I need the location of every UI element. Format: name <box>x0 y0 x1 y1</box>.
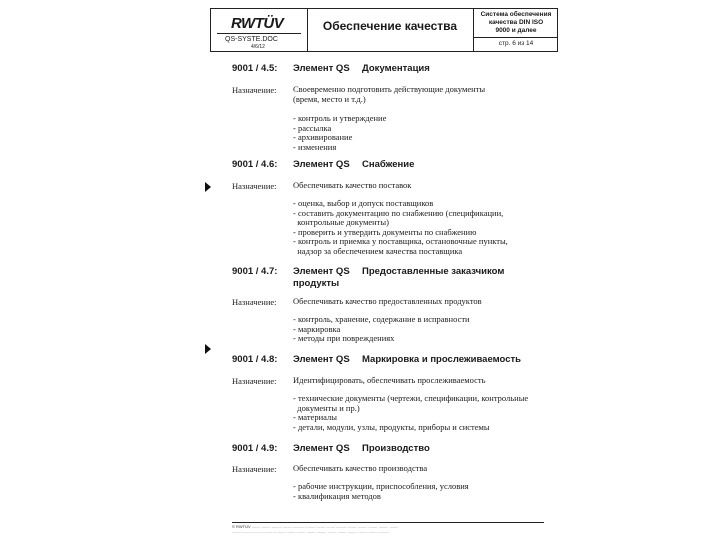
document-id: QS-SYSTE.DOC <box>225 36 278 43</box>
item-list <box>293 199 508 256</box>
section-title-continued: продукты <box>293 278 340 289</box>
header-system-cell <box>473 9 558 51</box>
purpose-text: Обеспечивать качество производства <box>293 463 428 473</box>
purpose-text: Идентифицировать, обеспечивать прослеживаемость <box>293 375 486 385</box>
purpose-label: Назначение: <box>232 464 277 474</box>
list-item: - методы при повреждениях <box>293 333 395 343</box>
section-element: Элемент QS <box>293 443 350 454</box>
list-item: документы и пр.) <box>293 402 360 413</box>
list-item: - маркировка <box>293 323 341 334</box>
list-item: - проверить и утвердить документы по снабжению <box>293 226 477 237</box>
purpose-label: Назначение: <box>232 297 277 307</box>
section-element: Элемент QS <box>293 63 350 74</box>
bullet-marker-icon <box>205 182 211 192</box>
list-item: - архивирование <box>293 132 353 142</box>
document-revision: 4/6/12 <box>251 44 265 50</box>
purpose-label: Назначение: <box>232 85 277 95</box>
rwtuv-logo: RWTÜV <box>231 15 284 32</box>
list-item: - квалификация методов <box>293 490 381 501</box>
purpose-label: Назначение: <box>232 376 277 386</box>
section-code: 9001 / 4.9: <box>232 443 278 454</box>
list-item: - технические документы (чертежи, спецификации, контрольные <box>293 393 529 403</box>
purpose-text: Обеспечивать качество поставок <box>293 180 412 190</box>
footer-note: © RWTÜV ........ ........ ......... ........ .......... ......... ........ ........ ......... ........ ........ ......... ......... ........ ........ ........ ......... ........ .......... ......... ........ ........ ......... ........ ........ ......... ......... ........ ........ <box>232 524 399 534</box>
section-title: Производство <box>362 443 430 454</box>
list-item: - оценка, выбор и допуск поставщиков <box>293 198 434 208</box>
item-list <box>293 114 386 152</box>
list-item: - контроль, хранение, содержание в исправности <box>293 314 470 324</box>
section-title: Документация <box>362 63 430 74</box>
document-header <box>210 8 558 52</box>
list-item: - изменения <box>293 141 337 152</box>
list-item: - контроль и приемка у поставщика, остановочные пункты, <box>293 236 508 246</box>
section-title: Предоставленные заказчиком <box>362 266 505 277</box>
section-code: 9001 / 4.8: <box>232 354 278 365</box>
purpose-text: Своевременно подготовить действующие документы (время, место и т.д.) <box>293 84 486 104</box>
section-element: Элемент QS <box>293 266 350 277</box>
section-title: Снабжение <box>362 159 415 170</box>
list-item: - рабочие инструкции, приспособления, условия <box>293 481 469 491</box>
section-code: 9001 / 4.6: <box>232 159 278 170</box>
section-title: Маркировка и прослеживаемость <box>362 354 521 365</box>
header-system-text: Система обеспечения качества DIN ISO 9000 и далее <box>480 11 552 34</box>
section-element: Элемент QS <box>293 159 350 170</box>
item-list <box>293 315 470 344</box>
list-item: контрольные документы) <box>293 217 389 227</box>
list-item: - рассылка <box>293 122 332 133</box>
purpose-text: Обеспечивать качество предоставленных продуктов <box>293 296 482 306</box>
page-number: стр. 6 из 14 <box>498 40 534 47</box>
bullet-marker-icon <box>205 344 211 354</box>
item-list <box>293 394 528 432</box>
list-item: надзор за обеспечением качества поставщика <box>293 245 463 256</box>
purpose-label: Назначение: <box>232 181 277 191</box>
list-item: - детали, модули, узлы, продукты, приборы и системы <box>293 421 490 432</box>
section-code: 9001 / 4.5: <box>232 63 278 74</box>
footer-rule <box>232 522 544 523</box>
item-list <box>293 482 469 501</box>
header-logo-cell <box>211 9 308 51</box>
list-item: - контроль и утверждение <box>293 113 387 123</box>
section-code: 9001 / 4.7: <box>232 266 278 277</box>
section-element: Элемент QS <box>293 354 350 365</box>
list-item: - составить документацию по снабжению (спецификации, <box>293 207 504 218</box>
list-item: - материалы <box>293 412 337 422</box>
header-title: Обеспечение качества <box>322 19 458 33</box>
